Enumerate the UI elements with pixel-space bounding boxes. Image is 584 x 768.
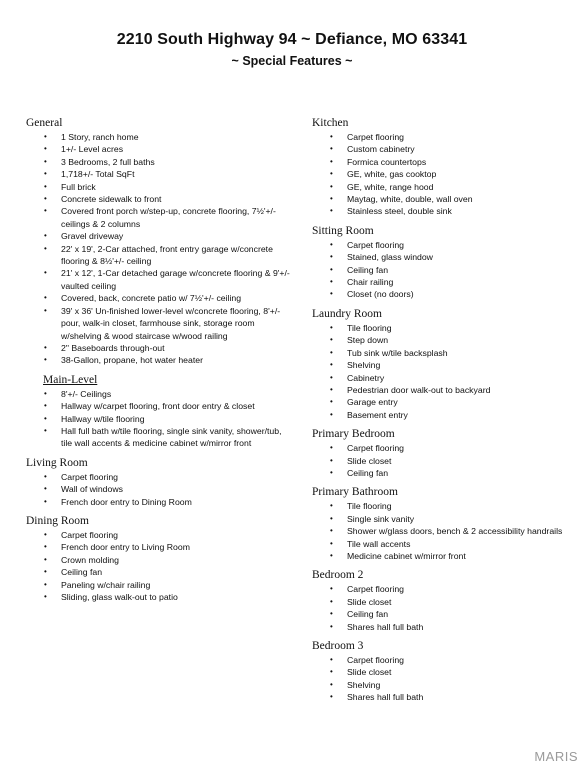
section-primary-bedroom xyxy=(312,427,574,479)
section-kitchen xyxy=(312,116,574,218)
list-item: • Custom cabinetry xyxy=(312,143,574,155)
list-item: • Carpet flooring xyxy=(26,529,292,541)
section-title: Primary Bedroom xyxy=(312,428,395,441)
section-living-room xyxy=(26,456,292,508)
list-item: • Hall full bath w/tile flooring, single sink vanity, shower/tub, tile wall accents & medicine cabinet w/mirror front xyxy=(26,425,292,450)
list-item: • Shower w/glass doors, bench & 2 accessibility handrails xyxy=(312,525,574,537)
list-item: • Ceiling fan xyxy=(312,467,574,479)
list-item: • Formica countertops xyxy=(312,156,574,168)
section-general xyxy=(26,116,292,367)
list-item: • 3 Bedrooms, 2 full baths xyxy=(26,156,292,168)
list-item: • Cabinetry xyxy=(312,372,574,384)
list-item: • Closet (no doors) xyxy=(312,288,574,300)
list-item: • Ceiling fan xyxy=(312,264,574,276)
list-item: • 39' x 36' Un-finished lower-level w/concrete flooring, 8'+/- pour, walk-in closet, farmhouse sink, storage room w/shelving & wood staircase w/wood railing xyxy=(26,305,292,342)
section-bedroom-2 xyxy=(312,568,574,633)
list-item: • Tile flooring xyxy=(312,322,574,334)
list-item: • Carpet flooring xyxy=(312,654,574,666)
feature-list xyxy=(26,529,292,603)
list-item: • French door entry to Living Room xyxy=(26,541,292,553)
list-item: • GE, white, range hood xyxy=(312,181,574,193)
list-item: • 1,718+/- Total SqFt xyxy=(26,168,292,180)
list-item: • 8'+/- Ceilings xyxy=(26,388,292,400)
list-item: • GE, white, gas cooktop xyxy=(312,168,574,180)
feature-list xyxy=(312,654,574,704)
section-title: Living Room xyxy=(26,456,88,469)
list-item: • Chair railing xyxy=(312,276,574,288)
list-item: • Shares hall full bath xyxy=(312,691,574,703)
list-item: • Carpet flooring xyxy=(26,471,292,483)
feature-list xyxy=(312,131,574,218)
left-column xyxy=(26,116,292,609)
list-item: • Tile wall accents xyxy=(312,538,574,550)
maris-watermark: MARIS xyxy=(534,749,578,764)
feature-list xyxy=(312,442,574,479)
list-item: • Slide closet xyxy=(312,666,574,678)
feature-list xyxy=(312,322,574,421)
section-title: Sitting Room xyxy=(312,224,374,237)
section-title: Primary Bathroom xyxy=(312,486,398,499)
feature-list xyxy=(26,131,292,367)
feature-list xyxy=(312,583,574,633)
list-item: • Gravel driveway xyxy=(26,230,292,242)
section-main-level xyxy=(26,373,292,450)
section-title: Bedroom 2 xyxy=(312,569,364,582)
list-item: • Carpet flooring xyxy=(312,239,574,251)
section-dining-room xyxy=(26,514,292,603)
list-item: • Concrete sidewalk to front xyxy=(26,193,292,205)
list-item: • French door entry to Dining Room xyxy=(26,496,292,508)
list-item: • Shelving xyxy=(312,359,574,371)
list-item: • Hallway w/carpet flooring, front door entry & closet xyxy=(26,400,292,412)
feature-list xyxy=(26,471,292,508)
list-item: • Wall of windows xyxy=(26,483,292,495)
list-item: • Shelving xyxy=(312,679,574,691)
section-laundry-room xyxy=(312,307,574,421)
list-item: • Single sink vanity xyxy=(312,513,574,525)
section-sitting-room xyxy=(312,224,574,301)
list-item: • Sliding, glass walk-out to patio xyxy=(26,591,292,603)
list-item: • 22' x 19', 2-Car attached, front entry garage w/concrete flooring & 8½'+/- ceiling xyxy=(26,243,292,268)
list-item: • 38-Gallon, propane, hot water heater xyxy=(26,354,292,366)
section-title: General xyxy=(26,117,63,129)
list-item: • Full brick xyxy=(26,181,292,193)
page-title: 2210 South Highway 94 ~ Defiance, MO 63341 xyxy=(116,31,468,48)
list-item: • Covered front porch w/step-up, concrete flooring, 7½'+/- ceilings & 2 columns xyxy=(26,205,292,230)
list-item: • Pedestrian door walk-out to backyard xyxy=(312,384,574,396)
list-item: • Slide closet xyxy=(312,596,574,608)
feature-list xyxy=(312,500,574,562)
list-item: • Tile flooring xyxy=(312,500,574,512)
section-title: Kitchen xyxy=(312,117,349,129)
list-item: • 21' x 12', 1-Car detached garage w/concrete flooring & 9'+/- vaulted ceiling xyxy=(26,267,292,292)
list-item: • Medicine cabinet w/mirror front xyxy=(312,550,574,562)
list-item: • 1 Story, ranch home xyxy=(26,131,292,143)
list-item: • Basement entry xyxy=(312,409,574,421)
list-item: • 2" Baseboards through-out xyxy=(26,342,292,354)
list-item: • Carpet flooring xyxy=(312,442,574,454)
list-item: • Stainless steel, double sink xyxy=(312,205,574,217)
page-subtitle: ~ Special Features ~ xyxy=(231,54,353,68)
section-title: Main-Level xyxy=(43,373,98,386)
feature-list xyxy=(26,388,292,450)
list-item: • Garage entry xyxy=(312,396,574,408)
list-item: • 1+/- Level acres xyxy=(26,143,292,155)
section-title: Bedroom 3 xyxy=(312,640,364,652)
list-item: • Ceiling fan xyxy=(312,608,574,620)
list-item: • Step down xyxy=(312,334,574,346)
list-item: • Stained, glass window xyxy=(312,251,574,263)
list-item: • Tub sink w/tile backsplash xyxy=(312,347,574,359)
list-item: • Covered, back, concrete patio w/ 7½'+/- ceiling xyxy=(26,292,292,304)
list-item: • Maytag, white, double, wall oven xyxy=(312,193,574,205)
right-column xyxy=(312,116,574,710)
list-item: • Paneling w/chair railing xyxy=(26,579,292,591)
list-item: • Carpet flooring xyxy=(312,583,574,595)
section-bedroom-3 xyxy=(312,639,574,704)
list-item: • Crown molding xyxy=(26,554,292,566)
section-title: Laundry Room xyxy=(312,307,382,320)
list-item: • Ceiling fan xyxy=(26,566,292,578)
section-primary-bathroom xyxy=(312,485,574,562)
feature-list xyxy=(312,239,574,301)
list-item: • Hallway w/tile flooring xyxy=(26,413,292,425)
list-item: • Slide closet xyxy=(312,455,574,467)
list-item: • Shares hall full bath xyxy=(312,621,574,633)
list-item: • Carpet flooring xyxy=(312,131,574,143)
section-title: Dining Room xyxy=(26,514,89,527)
